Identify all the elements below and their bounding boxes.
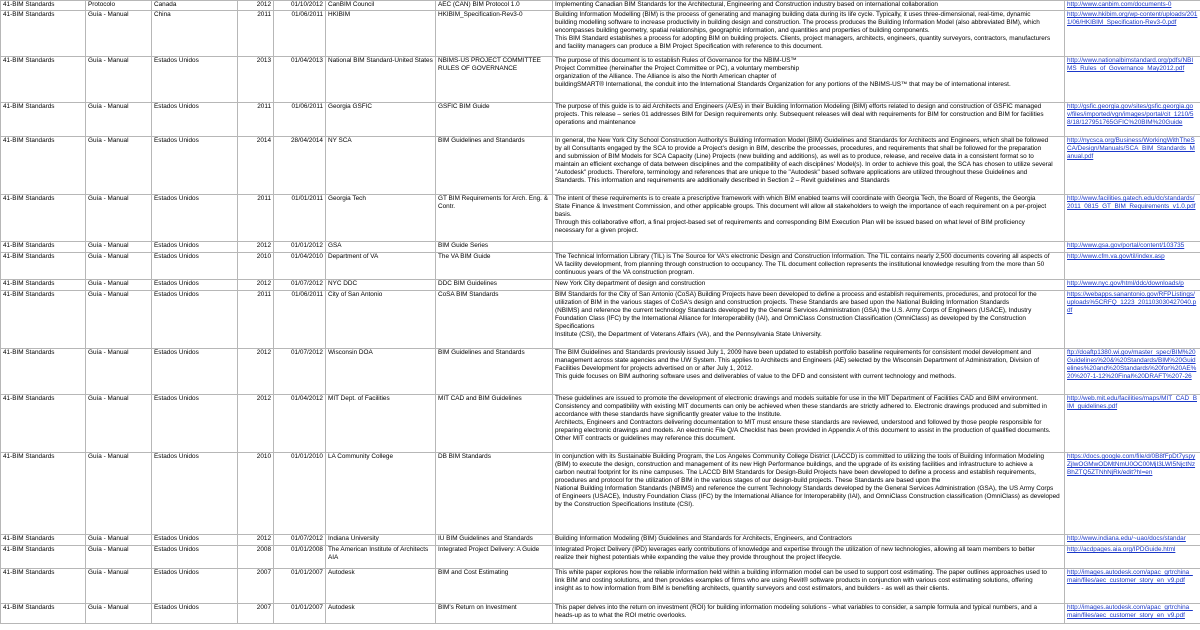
cell-year[interactable]: 2011 [238,11,274,57]
cell-country[interactable]: Estados Unidos [152,103,238,137]
cell-description[interactable]: Implementing Canadian BIM Standards for the Architectural, Engineering and Construction industry based on international collaboration [553,1,1065,11]
cell-url[interactable] [1065,604,1200,624]
cell-category[interactable]: 41-BIM Standards [1,1,86,11]
cell-title[interactable]: NBIMS-US PROJECT COMMITTEE RULES OF GOVERNANCE [436,57,553,103]
cell-document-type[interactable]: Guía - Manual [86,137,152,195]
cell-category[interactable]: 41-BIM Standards [1,137,86,195]
cell-description[interactable]: These guidelines are issued to promote the development of electronic drawings and models suitable for use in the MIT Department of Facilities CAD and BIM environment. Consistency and compatibility with existing MIT documents can only be achieved when these standards are strictly adhered to. Electronic drawings produced and submitted in accordance with these standards have significantly greater value to the Institute. Architects, Engineers and Contractors delivering documentation to MIT must ensure these standards are reviewed, understood and followed by those people responsible for preparing electronic drawings and models. An electronic File Q/A Checklist has been provided in Appendix A of this document to assist in the production of qualified documents. Other MIT contracts or guidelines may reference this document. [553,395,1065,453]
cell-year[interactable]: 2010 [238,453,274,535]
document-link[interactable]: http://web.mit.edu/facilities/maps/MIT_CAD_BIM_guidelines.pdf [1067,395,1197,410]
cell-url[interactable] [1065,280,1200,291]
cell-category[interactable]: 41-BIM Standards [1,453,86,535]
cell-year[interactable]: 2010 [238,253,274,280]
cell-url[interactable] [1065,253,1200,280]
document-link[interactable]: http://www.hkibim.org/wp-content/uploads/2011/06/HKIBIM_Specification-Rev3-0.pdf [1067,11,1198,26]
cell-year[interactable]: 2012 [238,280,274,291]
cell-document-type[interactable]: Guía - Manual [86,280,152,291]
cell-document-type[interactable]: Guía - Manual [86,242,152,253]
cell-url[interactable] [1065,569,1200,604]
document-link[interactable]: http://www.cfm.va.gov/til/index.asp [1067,253,1165,260]
cell-organization[interactable]: Georgia GSFIC [326,103,436,137]
cell-date[interactable]: 01/04/2012 [274,395,326,453]
cell-document-type[interactable]: Guía - Manual [86,291,152,349]
cell-date[interactable]: 01/01/2010 [274,453,326,535]
cell-country[interactable]: Estados Unidos [152,137,238,195]
cell-title[interactable]: GT BIM Requirements for Arch. Eng. & Contr. [436,195,553,242]
cell-description[interactable]: New York City department of design and construction [553,280,1065,291]
cell-url[interactable] [1065,137,1200,195]
document-link[interactable]: http://www.facilities.gatech.edu/dc/standards/2011_0815_GT_BIM_Requirements_v1.0.pdf [1067,195,1196,210]
cell-date[interactable]: 01/01/2007 [274,569,326,604]
cell-year[interactable]: 2012 [238,349,274,395]
document-link[interactable]: http://www.indiana.edu/~uao/docs/standar [1067,535,1186,542]
cell-year[interactable]: 2012 [238,242,274,253]
cell-year[interactable]: 2012 [238,535,274,546]
cell-url[interactable] [1065,535,1200,546]
cell-date[interactable]: 01/07/2012 [274,280,326,291]
table-row [1,137,1200,195]
table-row [1,349,1200,395]
cell-organization[interactable]: MIT Dept. of Facilities [326,395,436,453]
cell-description[interactable]: Building Information Modeling (BIM) Guidelines and Standards for Architects, Engineers, and Contractors [553,535,1065,546]
cell-url[interactable] [1065,291,1200,349]
cell-date[interactable]: 01/01/2012 [274,242,326,253]
document-link[interactable]: http://nycsca.org/Business/WorkingWithTheSCA/Design/Manuals/SCA_BIM_Standards_Manual.pdf [1067,137,1195,160]
cell-organization[interactable]: Autodesk [326,604,436,624]
cell-organization[interactable]: GSA [326,242,436,253]
cell-country[interactable]: Estados Unidos [152,395,238,453]
cell-country[interactable]: Estados Unidos [152,569,238,604]
cell-document-type[interactable]: Guía - Manual [86,535,152,546]
cell-url[interactable] [1065,546,1200,569]
cell-document-type[interactable]: Guía - Manual [86,11,152,57]
cell-date[interactable]: 28/04/2014 [274,137,326,195]
document-link[interactable]: http://gsfic.georgia.gov/sites/gsfic.georgia.gov/files/imported/vgn/images/portal/cit_1210/58/18/127951765GFIC%20BIM%20Guide [1067,103,1194,126]
cell-category[interactable]: 41-BIM Standards [1,535,86,546]
cell-date[interactable]: 01/06/2011 [274,291,326,349]
cell-country[interactable]: Estados Unidos [152,195,238,242]
document-link[interactable]: https://docs.google.com/file/d/0B8fFpDt7yspyZjlwOGMwODMtNmU0OC00MjI3LWI5NjctNzBhZTQ5ZTNhNjRk/edit?hl=en [1067,453,1196,476]
cell-year[interactable]: 2012 [238,395,274,453]
cell-date[interactable]: 01/04/2010 [274,253,326,280]
cell-category[interactable]: 41-BIM Standards [1,103,86,137]
cell-category[interactable]: 41-BIM Standards [1,195,86,242]
cell-year[interactable]: 2008 [238,546,274,569]
cell-document-type[interactable]: Guía - Manual [86,57,152,103]
cell-country[interactable]: Estados Unidos [152,57,238,103]
document-link[interactable]: http://www.nyc.gov/html/ddc/downloads/p [1067,280,1184,287]
cell-country[interactable]: China [152,11,238,57]
cell-country[interactable]: Estados Unidos [152,604,238,624]
cell-organization[interactable]: LA Community College [326,453,436,535]
cell-description[interactable]: In general, the New York City School Construction Authority's Building Information Model (BIM) Guidelines and Standards for Architects and Engineers, which shall be followed by all Consultants engaged by the SCA to provide a Project's design in BIM, describe the processes, procedures, and requirements that shall be followed for the preparation and submission of BIM Models for SCA Capacity (Line) Projects (new building and additions), as well as to produce, release, and receive data in a consistent format so to maintain an efficient exchange of data between disciplines and the compatibility of each disciplines' Model(s). In order to achieve this goal, the SCA has chosen to utilize several "Autodesk" products. Therefore, terminology and references that are unique to the "Autodesk" based software applications are utilized throughout these Guidelines and Standards. This information and requirements are additionally described in Section 2 – Revit guidelines and Standards [553,137,1065,195]
cell-url[interactable] [1065,242,1200,253]
table-row [1,569,1200,604]
document-link[interactable]: http://images.autodesk.com/apac_grtrchina_main/files/aec_customer_story_en_v9.pdf [1067,569,1193,584]
cell-country[interactable]: Canada [152,1,238,11]
cell-date[interactable]: 01/04/2013 [274,57,326,103]
cell-organization[interactable]: NY SCA [326,137,436,195]
cell-year[interactable]: 2007 [238,569,274,604]
cell-organization[interactable]: Department of VA [326,253,436,280]
table-row [1,604,1200,624]
document-link[interactable]: http://images.autodesk.com/apac_grtrchina_main/files/aec_customer_story_en_v9.pdf [1067,604,1193,619]
cell-date[interactable]: 01/07/2012 [274,349,326,395]
cell-title[interactable]: BIM and Cost Estimating [436,569,553,604]
cell-date[interactable]: 01/07/2012 [274,535,326,546]
cell-title[interactable]: MIT CAD and BIM Guidelines [436,395,553,453]
cell-country[interactable]: Estados Unidos [152,453,238,535]
table-row [1,280,1200,291]
cell-description[interactable]: BIM Standards for the City of San Antonio (CoSA) Building Projects have been developed to define a process and establish requirements, procedures, and protocol for the utilization of BIM in the various stages of CoSA's design and construction projects. These Standards are based upon the National Building Information Standards (NBIMS) and reference the current technology Standards developed by the General Services Administration (GSA) the U.S. Army Corps of Engineers (USACE), Industry Foundation Class (IFC) by the International Alliance for Interoperability (IAI), and OmniClass Construction Classification (OmniClass) as developed by the Construction Specifications Institute (CSI), the Department of Veterans Affairs (VA), and the Pennsylvania State University. [553,291,1065,349]
cell-year[interactable]: 2011 [238,195,274,242]
table-row [1,11,1200,57]
cell-title[interactable]: IU BIM Guidelines and Standards [436,535,553,546]
document-link[interactable]: ftp://doaftp1380.wi.gov/master_spec/BIM%20Guidelines%20&%20Standards/BIM%20Guidelines%20and%20Standards%20for%20AE%20%207-1-12%20Final%20DRAFT%207-26 [1067,349,1197,380]
cell-organization[interactable]: Indiana University [326,535,436,546]
cell-category[interactable]: 41-BIM Standards [1,604,86,624]
cell-date[interactable]: 01/01/2011 [274,195,326,242]
cell-url[interactable] [1065,395,1200,453]
cell-document-type[interactable]: Guía - Manual [86,546,152,569]
table-row [1,103,1200,137]
cell-description[interactable]: The BIM Guidelines and Standards previously issued July 1, 2009 have been updated to establish portfolio baseline requirements for consistent model development and management across state agencies and the UW System. This applies to Architects and Engineers (AE) selected by the Wisconsin Department of Administration, Division of Facilities Development for projects advertised on or after July 1, 2012. This guide focuses on BIM authoring software uses and deliverables of value to the DFD and consistent with current technology and methods. [553,349,1065,395]
cell-title[interactable]: GSFIC BIM Guide [436,103,553,137]
document-link[interactable]: http://acdpages.aia.org/IPDGuide.html [1067,546,1176,553]
cell-document-type[interactable]: Guía - Manual [86,453,152,535]
cell-title[interactable]: HKIBIM_Specification-Rev3-0 [436,11,553,57]
cell-description[interactable]: The Technical Information Library (TIL) is The Source for VA's electronic Design and Construction Information. The TIL contains nearly 2,500 documents covering all aspects of VA facility development, from planning through construction to occupancy. The TIL document collection represents the institutional knowledge resulting from the more than 50 continuous years of the VA construction program. [553,253,1065,280]
cell-category[interactable]: 41-BIM Standards [1,253,86,280]
cell-description[interactable]: The purpose of this guide is to aid Architects and Engineers (A/Es) in their Building Information Modeling (BIM) efforts related to design and construction of GSFIC managed projects. This release – series 01 addresses BIM for Design requirements only. Subsequent releases will deal with requirements for BIM for construction and BIM for facilities operations and maintenance [553,103,1065,137]
cell-organization[interactable]: NYC DDC [326,280,436,291]
cell-title[interactable]: DB BIM Standards [436,453,553,535]
cell-document-type[interactable]: Guía - Manual [86,195,152,242]
cell-url[interactable] [1065,11,1200,57]
cell-title[interactable]: BIM Guidelines and Standards [436,137,553,195]
table-row [1,535,1200,546]
cell-document-type[interactable]: Guía - Manual [86,395,152,453]
cell-organization[interactable]: City of San Antonio [326,291,436,349]
cell-document-type[interactable]: Protocolo [86,1,152,11]
cell-document-type[interactable]: Guía - Manual [86,349,152,395]
cell-category[interactable]: 41-BIM Standards [1,395,86,453]
cell-description[interactable]: This paper delves into the return on investment (ROI) for building information modeling solutions - what variables to consider, a sample formula and typical numbers, and a heads-up as to what the ROI metric overlooks. [553,604,1065,624]
document-link[interactable]: http://www.nationalbimstandard.org/pdfs/NBIMS_Rules_of_Governance_May2012.pdf [1067,57,1194,72]
cell-url[interactable] [1065,57,1200,103]
cell-description[interactable]: The purpose of this document is to establish Rules of Governance for the NBIM-US™ Project Committee (hereinafter the Project Committee or PC), a voluntary membership organization of the Alliance. The Alliance is also the North American chapter of buildingSMART® International, the conduit into the International Standards Organization for any portions of the NBIMS-US™ that may be of international interest. [553,57,1065,103]
cell-document-type[interactable]: Guía - Manual [86,569,152,604]
cell-date[interactable]: 01/01/2008 [274,546,326,569]
cell-category[interactable]: 41-BIM Standards [1,242,86,253]
cell-url[interactable] [1065,195,1200,242]
cell-description[interactable]: Integrated Project Delivery (IPD) leverages early contributions of knowledge and expertise through the utilization of new technologies, allowing all team members to better realize their highest potentials while expanding the value they provide throughout the project lifecycle. [553,546,1065,569]
table-row [1,253,1200,280]
table-row [1,291,1200,349]
cell-organization[interactable]: CanBIM Council [326,1,436,11]
cell-year[interactable]: 2012 [238,1,274,11]
cell-organization[interactable]: Wisconsin DOA [326,349,436,395]
cell-organization[interactable]: Georgia Tech [326,195,436,242]
document-link[interactable]: http://www.canbim.com/documents-0 [1067,1,1172,8]
cell-country[interactable]: Estados Unidos [152,546,238,569]
cell-organization[interactable]: The American Institute of Architects AIA [326,546,436,569]
cell-date[interactable]: 01/01/2007 [274,604,326,624]
cell-category[interactable]: 41-BIM Standards [1,569,86,604]
cell-title[interactable]: BIM Guide Series [436,242,553,253]
table-row [1,546,1200,569]
cell-date[interactable]: 01/06/2011 [274,103,326,137]
table-row [1,453,1200,535]
cell-description[interactable]: The intent of these requirements is to create a prescriptive framework with which BIM enabled teams will coordinate with Georgia Tech, the Board of Regents, the Georgia State Finance & Investment Commission, and other applicable groups. This document will allow all stakeholders to weigh the importance of each requirement on a per-project basis. Through this collaborative effort, a final project-based set of requirements and corresponding BIM Execution Plan will be issued based on what level of BIM proficiency necessary for a given project. [553,195,1065,242]
cell-country[interactable]: Estados Unidos [152,280,238,291]
cell-title[interactable]: CoSA BIM Standards [436,291,553,349]
cell-country[interactable]: Estados Unidos [152,242,238,253]
cell-category[interactable]: 41-BIM Standards [1,546,86,569]
cell-year[interactable]: 2007 [238,604,274,624]
cell-date[interactable]: 01/06/2011 [274,11,326,57]
cell-document-type[interactable]: Guía - Manual [86,253,152,280]
document-link[interactable]: https://webapps.sanantonio.gov/RFPListings/uploads%5CRFQ_1223_201103030427040.pdf [1067,291,1197,314]
cell-country[interactable]: Estados Unidos [152,291,238,349]
cell-year[interactable]: 2011 [238,103,274,137]
cell-document-type[interactable]: Guía - Manual [86,604,152,624]
cell-year[interactable]: 2014 [238,137,274,195]
cell-organization[interactable]: HKIBIM [326,11,436,57]
cell-url[interactable] [1065,453,1200,535]
cell-title[interactable]: BIM's Return on Investment [436,604,553,624]
cell-country[interactable]: Estados Unidos [152,253,238,280]
cell-category[interactable]: 41-BIM Standards [1,291,86,349]
table-row [1,1,1200,11]
cell-title[interactable]: AEC (CAN) BIM Protocol 1.0 [436,1,553,11]
cell-category[interactable]: 41-BIM Standards [1,349,86,395]
table-row [1,395,1200,453]
cell-title[interactable]: DDC BIM Guidelines [436,280,553,291]
cell-organization[interactable]: National BIM Standard-United States [326,57,436,103]
cell-year[interactable]: 2013 [238,57,274,103]
cell-description[interactable] [553,242,1065,253]
cell-description[interactable]: This white paper explores how the reliable information held within a building information model can be used to support cost estimating. The paper outlines approaches used to link BIM and costing solutions, and then provides examples of firms who are using Revit® software products in conjunction with various cost estimating solutions, offering insight as to how information from BIM is benefiting architects, quantity surveyors and cost estimators, and builders - as well as their clients. [553,569,1065,604]
cell-document-type[interactable]: Guía - Manual [86,103,152,137]
document-link[interactable]: http://www.gsa.gov/portal/content/103735 [1067,242,1185,249]
cell-year[interactable]: 2011 [238,291,274,349]
cell-title[interactable]: The VA BIM Guide [436,253,553,280]
table-row [1,57,1200,103]
cell-description[interactable]: Building Information Modelling (BIM) is the process of generating and managing building data during its life cycle. Typically, it uses three-dimensional, real-time, dynamic building modelling software to increase productivity in building design and construction. The process produces the Building Information Model (also abbreviated BIM), which encompasses building geometry, spatial relationships, geographic information, and quantities and properties of building components. This BIM Standard establishes a process for adopting BIM on building projects. Clients, project managers, architects, engineers, quantity surveyors, contractors, manufacturers and facility managers can produce a BIM Project Specification with reference to this document. [553,11,1065,57]
cell-category[interactable]: 41-BIM Standards [1,57,86,103]
cell-url[interactable] [1065,1,1200,11]
cell-category[interactable]: 41-BIM Standards [1,11,86,57]
cell-country[interactable]: Estados Unidos [152,535,238,546]
cell-category[interactable]: 41-BIM Standards [1,280,86,291]
cell-url[interactable] [1065,349,1200,395]
table-row [1,242,1200,253]
cell-url[interactable] [1065,103,1200,137]
cell-organization[interactable]: Autodesk [326,569,436,604]
cell-title[interactable]: Integrated Project Delivery: A Guide [436,546,553,569]
cell-country[interactable]: Estados Unidos [152,349,238,395]
table-row [1,195,1200,242]
cell-title[interactable]: BIM Guidelines and Standards [436,349,553,395]
cell-description[interactable]: In conjunction with its Sustainable Building Program, the Los Angeles Community College District (LACCD) is committed to utilizing the tools of Building Information Modeling (BIM) to execute the design, construction and management of its new High Performance buildings, and the upgrade of its existing facilities and infrastructure to achieve a carbon neutral footprint for its nine campuses. The LACCD BIM Standards for Design-Build Projects have been developed to define a process and establish requirements, procedures and protocol for the utilization of BIM in the various stages of our design-build projects. These Standards are based upon the National Building Information Standards (NBIMS) and reference the current Technology Standards developed by the General Services Administration (GSA), the US Army Corps of Engineers (USACE), Industry Foundation Class (IFC) by the International Alliance for Interoperability (IAI), and OmniClass Construction classification (OmniClass) as developed by the Construction Specifications Institute (CSI). [553,453,1065,535]
cell-date[interactable]: 01/10/2012 [274,1,326,11]
